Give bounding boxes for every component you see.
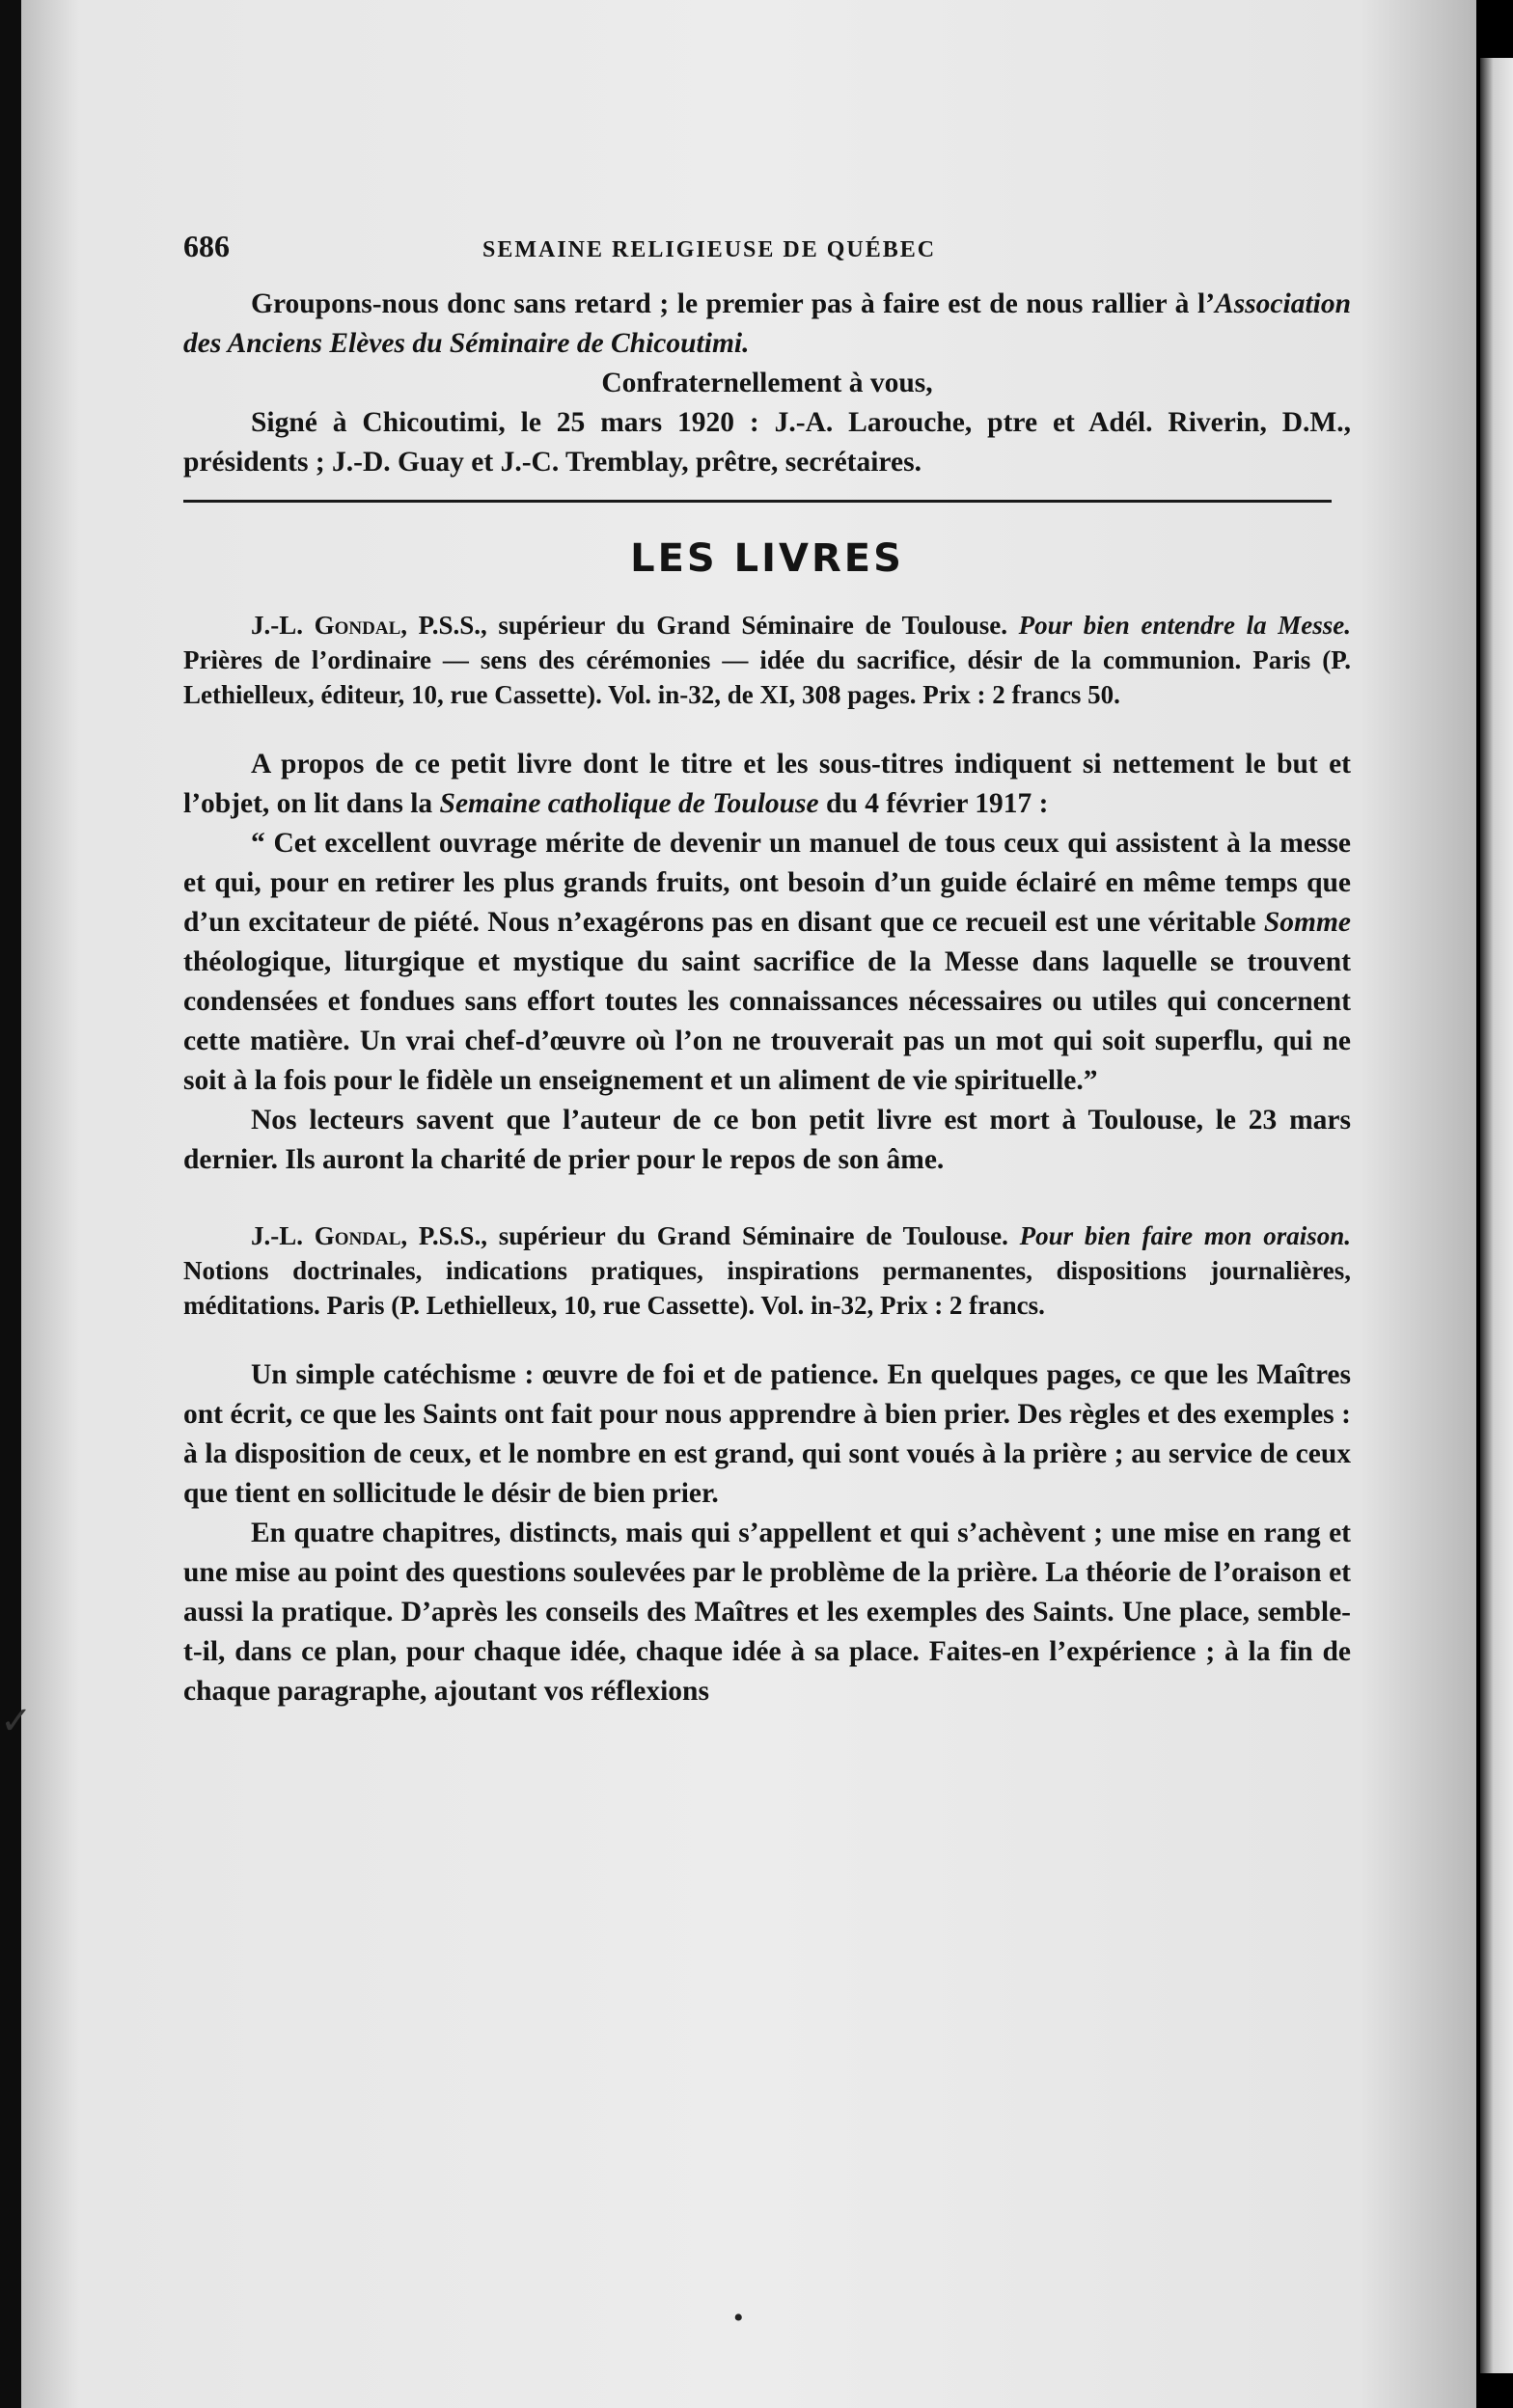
association-name: Association des Anciens Elèves du Séminaire de Chicoutimi. [183,288,1351,359]
book-details: Notions doctrinales, indications pratiques, inspirations permanentes, dispositions journalières, méditations. Paris (P. Lethielleux, 10, rue Cassette). Vol. in-32, Prix : 2 francs. [183,1256,1351,1320]
book-details: Prières de l’ordinaire — sens des cérémonies — idée du sacrifice, désir de la communion. Paris (P. Lethielleux, éditeur, 10, rue Cassette). Vol. in-32, de XI, 308 pages. Prix : 2 francs 50. [183,645,1351,709]
next-page-edge [1480,58,1513,2373]
quote-text: théologique, liturgique et mystique du saint sacrifice de la Messe dans laquelle se trouvent condensées et fondues sans effort toutes les connaissances nécessaires ou utiles qui concernent cette matière. Un vrai chef-d’œuvre où l’on ne trouverait pas un mot qui soit superflu, qui ne soit à la fois pour le fidèle un enseignement et un aliment de vie spirituelle.” [183,946,1351,1096]
review-2-paragraph-2: En quatre chapitres, distincts, mais qui s’appellent et qui s’achèvent ; une mise en rang et une mise au point des questions soulevées par le problème de la prière. La théorie de l’oraison et aussi la pratique. D’après les conseils des Maîtres et les exemples des Saints. Une place, semble-t-il, dans ce plan, pour chaque idée, chaque idée à sa place. Faites-en l’expérience ; à la fin de chaque paragraphe, ajoutant vos réflexions [183,1518,1351,1707]
review-1-intro [183,745,1351,824]
publication-name: Semaine catholique de Toulouse [439,788,819,819]
quote-text: “ Cet excellent ouvrage mérite de devenir un manuel de tous ceux qui assistent à la messe et qui, pour en retirer les plus grands fruits, ont besoin d’un guide éclairé en même temps que d’un excitateur de piété. Nous n’exagérons pas en disant que ce recueil est une véritable [183,828,1351,938]
review-text: du 4 février 1917 : [818,788,1049,819]
book-author: J.-L. Gondal [251,611,401,640]
page-number: 686 [183,229,230,263]
book-entry-2 [183,1218,1351,1323]
section-title: LES LIVRES [630,536,904,581]
letter-signature: Signé à Chicoutimi, le 25 mars 1920 : J.-A. Larouche, ptre et Adél. Riverin, D.M., présidents ; J.-D. Guay et J.-C. Tremblay, prêtre, secrétaires. [183,407,1351,478]
running-title: SEMAINE RELIGIEUSE DE QUÉBEC [482,237,937,262]
section-divider [183,500,1332,503]
book-title: Pour bien entendre la Messe. [1018,611,1351,640]
letter-paragraph [183,285,1351,364]
letter-text: Groupons-nous donc sans retard ; le premier pas à faire est de nous rallier à l’ [251,288,1216,319]
quote-emphasis: Somme [1263,907,1351,938]
review-1-closing: Nos lecteurs savent que l’auteur de ce bon petit livre est mort à Toulouse, le 23 mars dernier. Ils auront la charité de prier pour le repos de son âme. [183,1105,1351,1175]
page-content [183,217,1351,1711]
book-entry-1 [183,608,1351,712]
letter-closing: Confraternellement à vous, [601,368,933,398]
book-author: J.-L. Gondal [251,1221,401,1250]
review-1-quote [183,824,1351,1101]
book-author-title: , P.S.S., supérieur du Grand Séminaire de Toulouse. [400,1221,1020,1250]
running-head [183,217,1351,285]
book-title: Pour bien faire mon oraison. [1019,1221,1351,1250]
review-text: A propos de ce petit livre dont le titre et les sous-titres indiquent si nettement le but et l’objet, on lit dans la [183,749,1351,819]
check-mark-icon: ✓ [0,1699,33,1742]
page-dot: • [733,2302,744,2334]
review-2-paragraph-1: Un simple catéchisme : œuvre de foi et de patience. En quelques pages, ce que les Maîtres ont écrit, ce que les Saints ont fait pour nous apprendre à bien prier. Des règles et des exemples : à la disposition de ceux, et le nombre en est grand, qui sont voués à la prière ; au service de ceux que tient en sollicitude le désir de bien prier. [183,1359,1351,1509]
book-author-title: , P.S.S., supérieur du Grand Séminaire de Toulouse. [400,611,1019,640]
